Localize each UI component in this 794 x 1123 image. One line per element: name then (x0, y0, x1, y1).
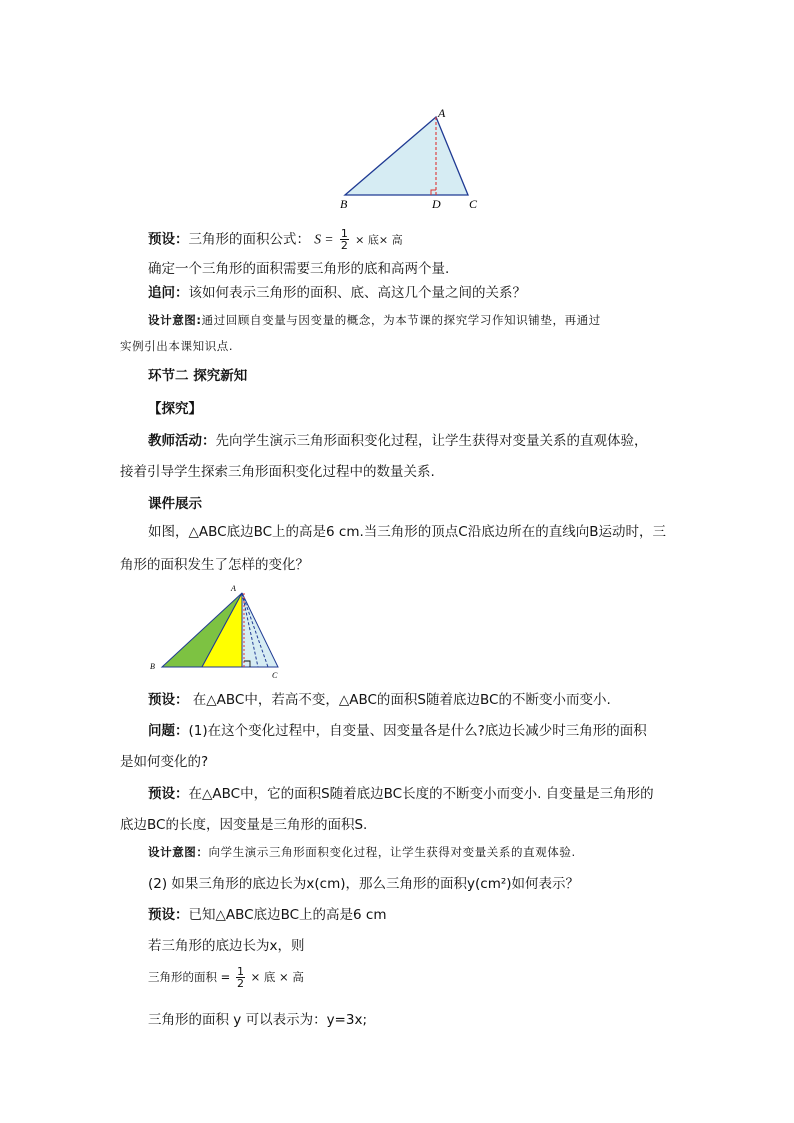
question2-line: (2) 如果三角形的底边长为x(cm)，那么三角形的面积y(cm²)如何表示？ (148, 876, 580, 892)
followup-text: 该如何表示三角形的面积、底、高这几个量之间的关系？ (188, 285, 526, 301)
formula-lhs: S = (314, 231, 334, 247)
preset4-line (148, 905, 386, 925)
design-intent-2 (148, 843, 576, 861)
followup-line (148, 283, 526, 303)
label-c2: C (272, 671, 278, 680)
blue-triangle (242, 593, 278, 667)
design2-label: 设计意图： (148, 845, 209, 859)
preset3-line1 (148, 784, 654, 804)
label-a: A (438, 106, 446, 120)
section-heading: 环节二 探究新知 (148, 368, 248, 384)
triangle-abc-figure (330, 105, 490, 215)
label-b: B (340, 197, 348, 211)
determine-line: 确定一个三角形的面积需要三角形的底和高两个量. (148, 261, 450, 277)
problem-line2: 角形的面积发生了怎样的变化？ (120, 557, 309, 573)
label-d: D (432, 197, 441, 211)
teacher-activity-line2: 接着引导学生探索三角形面积变化过程中的数量关系. (120, 464, 435, 480)
preset-label: 预设： (148, 231, 189, 248)
explore-heading: 【探究】 (148, 401, 202, 417)
design2-text: 向学生演示三角形面积变化过程，让学生获得对变量关系的直观体验. (208, 845, 576, 859)
area-formula-lhs: 三角形的面积 = (148, 970, 231, 984)
fraction-half-2: $\frac{1}{2}$ (236, 965, 244, 990)
area-formula-rhs: × 底 × 高 (250, 970, 304, 984)
area-formula-line (148, 966, 304, 989)
preset3-text: 在△ABC中，它的面积S随着底边BC长度的不断变小而变小. 自变量是三角形的 (188, 786, 654, 802)
preset2-line (148, 690, 611, 710)
question-label: 问题： (148, 723, 189, 739)
label-a2: A (231, 584, 236, 593)
if-base-line: 若三角形的底边长为x，则 (148, 938, 305, 954)
design-intent-text: 通过回顾自变量与因变量的概念，为本节课的探究学习作知识铺垫，再通过 (201, 313, 601, 327)
label-c: C (469, 197, 478, 211)
problem-line1: 如图，△ABC底边BC上的高是6 cm.当三角形的顶点C沿底边所在的直线向B运动时，三 (148, 524, 666, 540)
fraction-half: $\frac{1}{2}$ (340, 227, 348, 252)
courseware-heading: 课件展示 (148, 496, 202, 512)
followup-label: 追问： (148, 285, 189, 301)
teacher-label: 教师活动： (148, 433, 216, 449)
label-b2: B (150, 662, 155, 671)
teacher-text: 先向学生演示三角形面积变化过程，让学生获得对变量关系的直观体验， (215, 433, 648, 449)
preset4-label: 预设： (148, 907, 189, 923)
preset3-line2: 底边BC的长度，因变量是三角形的面积S. (120, 817, 368, 833)
area-change-figure (148, 583, 288, 680)
preset3-label: 预设： (148, 786, 189, 802)
teacher-activity-line1 (148, 431, 648, 451)
question-line2: 是如何变化的? (120, 754, 209, 770)
preset-formula-line (148, 228, 403, 251)
preset4-text: 已知△ABC底边BC上的高是6 cm (188, 907, 387, 923)
preset2-label: 预设： (148, 692, 189, 708)
final-expression-line: 三角形的面积 y 可以表示为：y=3x; (148, 1012, 367, 1028)
design-intent-1-line2: 实例引出本课知识点. (120, 339, 234, 353)
question-text: (1)在这个变化过程中，自变量、因变量各是什么?底边长减少时三角形的面积 (188, 723, 647, 739)
formula-rhs: × 底× 高 (355, 233, 403, 247)
design-intent-1-line1 (148, 311, 601, 329)
preset-text: 三角形的面积公式： (188, 231, 310, 248)
design-intent-label: 设计意图: (148, 313, 202, 327)
triangle-abc-fill (345, 117, 468, 195)
question-line1 (148, 721, 647, 741)
preset2-text: 在△ABC中，若高不变，△ABC的面积S随着底边BC的不断变小而变小. (188, 692, 611, 708)
